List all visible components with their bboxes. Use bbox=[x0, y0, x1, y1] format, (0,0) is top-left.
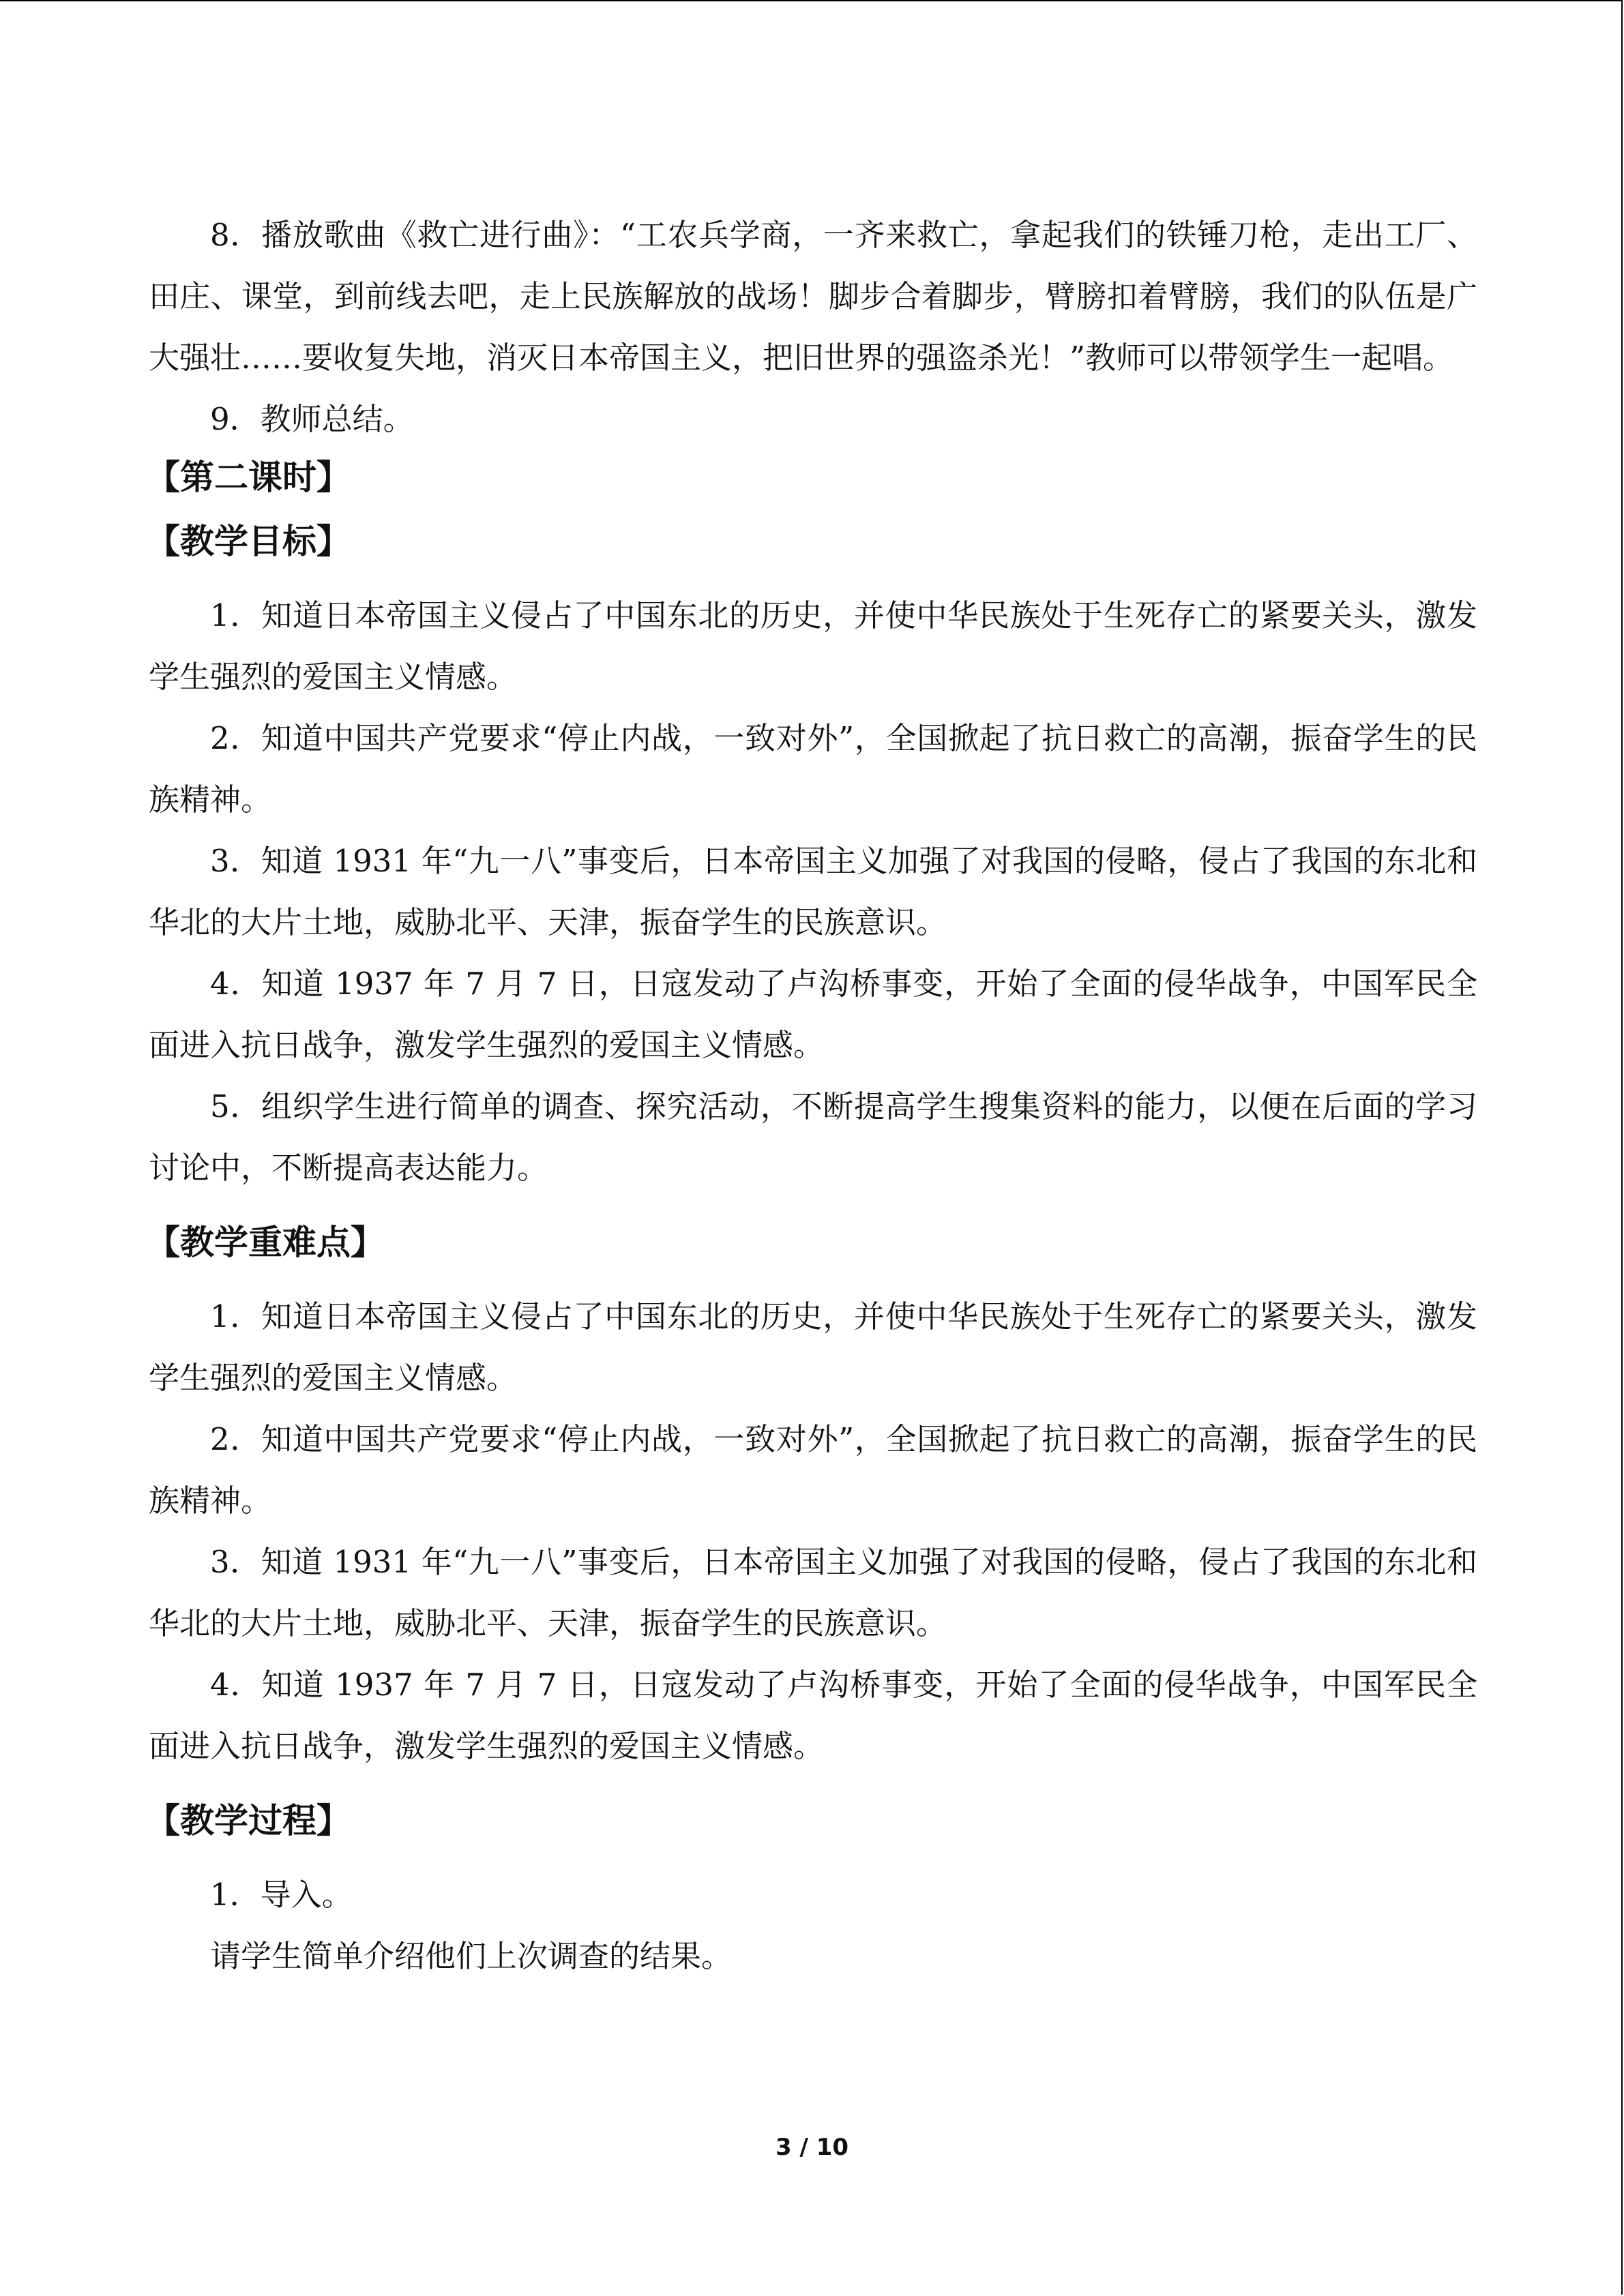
key-point-item: 1．知道日本帝国主义侵占了中国东北的历史，并使中华民族处于生死存亡的紧要关头，激发学生强烈的爱国主义情感。 bbox=[149, 1298, 1477, 1396]
heading-key-points: 【教学重难点】 bbox=[146, 1223, 385, 1262]
heading-second-lesson: 【第二课时】 bbox=[146, 458, 351, 497]
page-number: 3 / 10 bbox=[775, 2134, 849, 2161]
objective-item: 5．组织学生进行简单的调查、探究活动，不断提高学生搜集资料的能力，以便在后面的学习讨论中，不断提高表达能力。 bbox=[149, 1088, 1477, 1186]
key-point-item: 4．知道 1937 年 7 月 7 日，日寇发动了卢沟桥事变，开始了全面的侵华战争，中国军民全面进入抗日战争，激发学生强烈的爱国主义情感。 bbox=[149, 1667, 1477, 1764]
key-point-item: 3．知道 1931 年“九一八”事变后，日本帝国主义加强了对我国的侵略，侵占了我国的东北和华北的大片土地，威胁北平、天津，振奋学生的民族意识。 bbox=[149, 1544, 1477, 1641]
heading-objectives: 【教学目标】 bbox=[146, 522, 351, 561]
objective-item: 2．知道中国共产党要求“停止内战，一致对外”，全国掀起了抗日救亡的高潮，振奋学生的民族精神。 bbox=[149, 720, 1477, 818]
process-step: 1．导入。 bbox=[210, 1877, 353, 1913]
objective-item: 1．知道日本帝国主义侵占了中国东北的历史，并使中华民族处于生死存亡的紧要关头，激发学生强烈的爱国主义情感。 bbox=[149, 597, 1477, 695]
key-point-item: 2．知道中国共产党要求“停止内战，一致对外”，全国掀起了抗日救亡的高潮，振奋学生的民族精神。 bbox=[149, 1421, 1477, 1519]
heading-process: 【教学过程】 bbox=[146, 1801, 351, 1840]
process-step-detail: 请学生简单介绍他们上次调查的结果。 bbox=[210, 1938, 733, 1974]
document-body bbox=[146, 205, 1477, 1987]
objective-item: 4．知道 1937 年 7 月 7 日，日寇发动了卢沟桥事变，开始了全面的侵华战争，中国军民全面进入抗日战争，激发学生强烈的爱国主义情感。 bbox=[149, 966, 1477, 1063]
objective-item: 3．知道 1931 年“九一八”事变后，日本帝国主义加强了对我国的侵略，侵占了我国的东北和华北的大片土地，威胁北平、天津，振奋学生的民族意识。 bbox=[149, 843, 1477, 940]
paragraph-song: 8．播放歌曲《救亡进行曲》：“工农兵学商，一齐来救亡，拿起我们的铁锤刀枪，走出工厂、田庄、课堂，到前线去吧，走上民族解放的战场！脚步合着脚步，臂膀扣着臂膀，我们的队伍是广大强壮……要收复失地，消灭日本帝国主义，把旧世界的强盗杀光！”教师可以带领学生一起唱。 bbox=[149, 217, 1477, 376]
paragraph-summary: 9．教师总结。 bbox=[210, 401, 414, 437]
